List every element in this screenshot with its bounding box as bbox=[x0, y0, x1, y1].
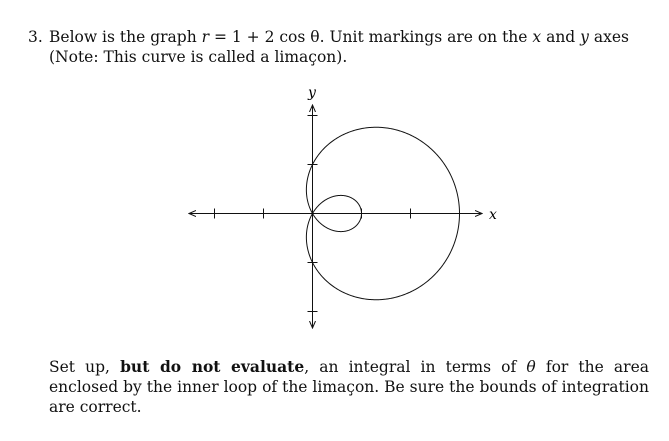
followup-part2: , an integral in terms of bbox=[304, 358, 527, 376]
followup-question bbox=[49, 357, 649, 417]
equation-lhs: r bbox=[201, 28, 210, 46]
x-axis-label: x bbox=[489, 207, 497, 223]
equation-rhs: = 1 + 2 cos θ bbox=[209, 28, 320, 46]
y-axis-label: y bbox=[308, 85, 316, 101]
followup-part3: for the area enclosed by the inner loop of the limaçon. Be sure the bounds of integration are correct. bbox=[49, 358, 649, 416]
intro-text: Below is the graph bbox=[49, 28, 202, 46]
after-equation-text: . Unit markings are on the bbox=[319, 28, 533, 46]
y-variable: y bbox=[580, 28, 589, 46]
and-text: and bbox=[541, 28, 581, 46]
x-variable: x bbox=[532, 28, 542, 46]
theta-symbol: θ bbox=[526, 358, 536, 376]
rest-text: axes (Note: This curve is called a limaçon). bbox=[49, 28, 629, 66]
problem-number: 3. bbox=[28, 28, 43, 46]
followup-part1: Set up, bbox=[49, 358, 121, 376]
followup-bold: but do not evaluate bbox=[120, 357, 305, 376]
